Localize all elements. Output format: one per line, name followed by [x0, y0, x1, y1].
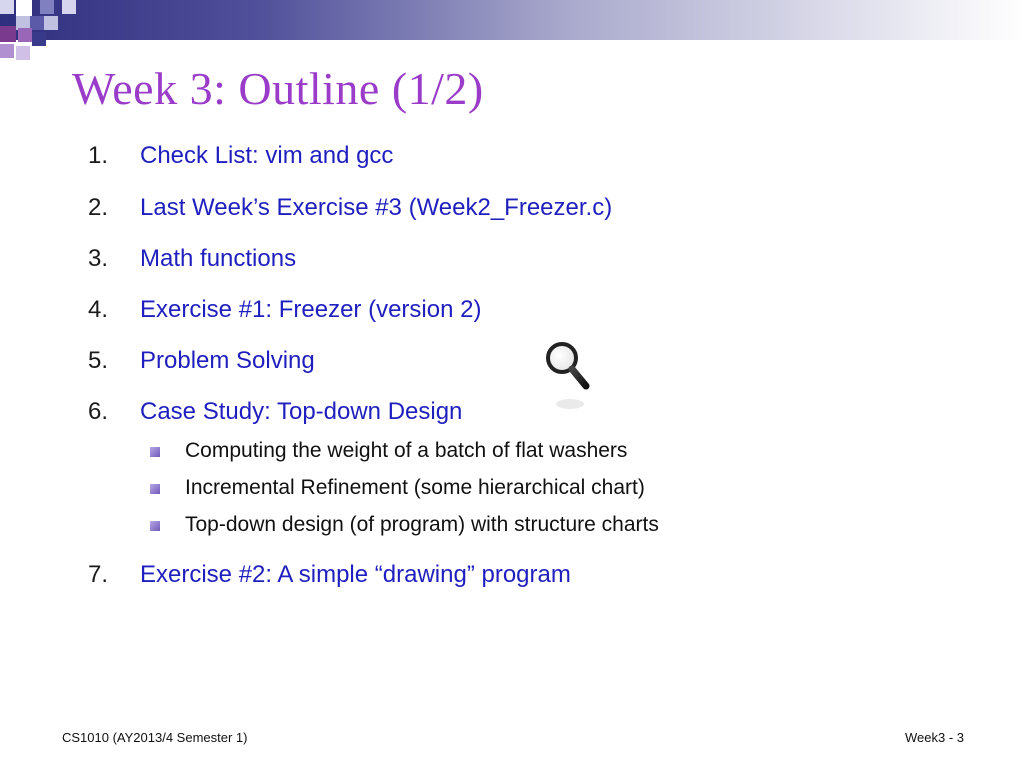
- square-bullet-icon: [150, 484, 160, 494]
- item-text: Problem Solving: [140, 347, 315, 374]
- item-number: 4.: [88, 296, 109, 323]
- magnifier-icon: [540, 338, 600, 418]
- item-text: Check List: vim and gcc: [140, 142, 394, 169]
- corner-squares-decoration: [0, 0, 90, 65]
- footer-course: CS1010 (AY2013/4 Semester 1): [62, 730, 248, 745]
- header-gradient-bar: [0, 0, 1024, 40]
- sub-item-text: Computing the weight of a batch of flat washers: [185, 439, 628, 462]
- item-number: 1.: [88, 142, 109, 169]
- item-number: 3.: [88, 245, 109, 272]
- slide-title: Week 3: Outline (1/2): [72, 63, 484, 114]
- square-bullet-icon: [150, 447, 160, 457]
- item-number: 2.: [88, 194, 109, 221]
- sub-item-text: Incremental Refinement (some hierarchical chart): [185, 476, 645, 499]
- item-text: Exercise #2: A simple “drawing” program: [140, 561, 571, 588]
- item-number: 7.: [88, 561, 109, 588]
- item-number: 5.: [88, 347, 109, 374]
- item-text: Math functions: [140, 245, 297, 272]
- item-text: Case Study: Top-down Design: [140, 398, 463, 425]
- sub-item-text: Top-down design (of program) with structure charts: [185, 513, 659, 536]
- square-bullet-icon: [150, 521, 160, 531]
- item-number: 6.: [88, 398, 109, 425]
- footer-page-number: Week3 - 3: [904, 730, 964, 745]
- item-text: Exercise #1: Freezer (version 2): [140, 296, 482, 323]
- item-text: Last Week’s Exercise #3 (Week2_Freezer.c): [140, 194, 613, 221]
